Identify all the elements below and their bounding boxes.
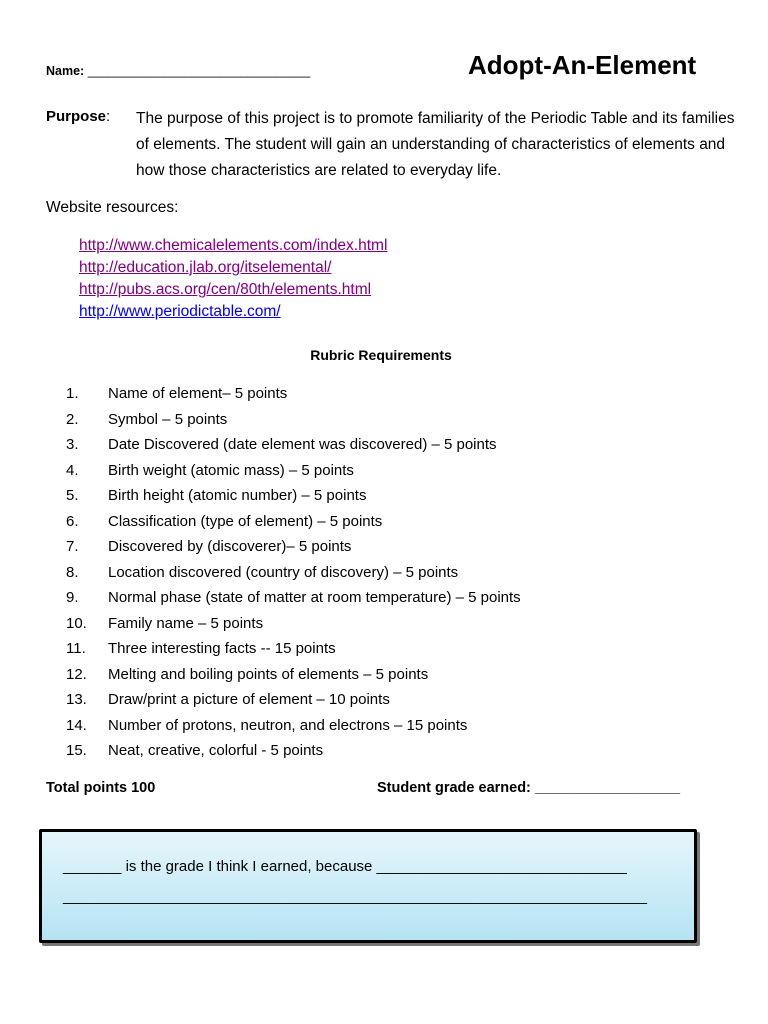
resource-link-jlab[interactable]: http://education.jlab.org/itselemental/ bbox=[79, 259, 332, 276]
student-grade-earned: Student grade earned: __________________ bbox=[377, 780, 681, 796]
list-item: 10. Family name – 5 points bbox=[66, 614, 264, 632]
list-item: 11. Three interesting facts -- 15 points bbox=[66, 640, 336, 657]
list-item: 3. Date Discovered (date element was discovered) – 5 points bbox=[66, 436, 497, 453]
website-resources-label: Website resources: bbox=[46, 199, 179, 216]
rubric-list bbox=[66, 381, 521, 764]
name-blank: ________________________________ bbox=[87, 64, 311, 78]
list-item: 9. Normal phase (state of matter at room temperature) – 5 points bbox=[66, 589, 521, 606]
reflection-line-2: ______________________________________________________________________ bbox=[63, 888, 647, 905]
name-field bbox=[46, 64, 310, 78]
list-item: 1. Name of element– 5 points bbox=[66, 385, 288, 402]
list-item: 2. Symbol – 5 points bbox=[66, 410, 228, 428]
list-item: 8. Location discovered (country of discovery) – 5 points bbox=[66, 563, 459, 581]
list-item: 6. Classification (type of element) – 5 points bbox=[66, 512, 383, 530]
name-label: Name: bbox=[46, 64, 85, 78]
purpose-text: The purpose of this project is to promote familiarity of the Periodic Table and its families of elements. The student will gain an understanding of characteristics of elements and how those characteristics are related to everyday life. bbox=[136, 110, 735, 179]
list-item: 4. Birth weight (atomic mass) – 5 points bbox=[66, 461, 354, 479]
page-title: Adopt-An-Element bbox=[468, 50, 697, 80]
reflection-line-1: _______ is the grade I think I earned, because ______________________________ bbox=[63, 858, 627, 875]
list-item: 5. Birth height (atomic number) – 5 points bbox=[66, 487, 367, 504]
resource-link-chemicalelements[interactable]: http://www.chemicalelements.com/index.html bbox=[79, 237, 388, 254]
total-points: Total points 100 bbox=[46, 780, 156, 796]
list-item: 15. Neat, creative, colorful - 5 points bbox=[66, 742, 324, 759]
list-item: 7. Discovered by (discoverer)– 5 points bbox=[66, 538, 352, 555]
list-item: 13. Draw/print a picture of element – 10 points bbox=[66, 691, 390, 708]
resource-links bbox=[79, 235, 387, 323]
purpose-label: Purpose: bbox=[46, 108, 111, 125]
resource-link-acs[interactable]: http://pubs.acs.org/cen/80th/elements.html bbox=[79, 281, 372, 298]
reflection-box bbox=[39, 829, 697, 943]
rubric-title: Rubric Requirements bbox=[310, 347, 452, 363]
list-item: 14. Number of protons, neutron, and electrons – 15 points bbox=[66, 716, 468, 734]
list-item: 12. Melting and boiling points of elements – 5 points bbox=[66, 665, 429, 683]
resource-link-periodictable[interactable]: http://www.periodictable.com/ bbox=[79, 303, 281, 320]
